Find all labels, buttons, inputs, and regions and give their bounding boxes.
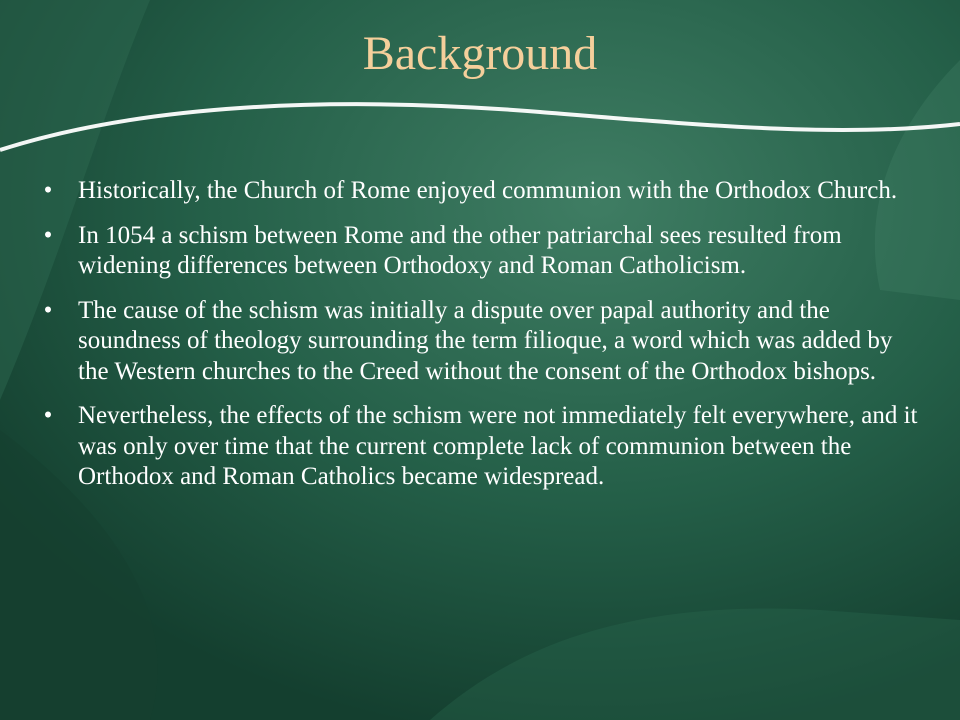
bullet-list (38, 176, 924, 507)
bullet-icon: • (43, 296, 53, 324)
bullet-icon: • (43, 402, 53, 429)
bullet-icon: • (43, 177, 53, 204)
bullet-item (38, 176, 924, 207)
bullet-item (38, 221, 924, 282)
bullet-text: Nevertheless, the effects of the schism were not immediately felt everywhere, and it was only over time that the current complete lack of communion between the Orthodox and Roman Catholics became widespread. (78, 402, 918, 490)
bullet-icon: • (43, 221, 53, 249)
bullet-text: The cause of the schism was initially a dispute over papal authority and the soundness of theology surrounding the term filioque, a word which was added by the Western churches to the Creed without the consent of the Orthodox bishops. (78, 296, 893, 385)
bullet-item (38, 296, 924, 388)
bullet-text: Historically, the Church of Rome enjoyed communion with the Orthodox Church. (78, 177, 898, 204)
bullet-item (38, 401, 924, 493)
slide-title: Background (362, 27, 598, 80)
bullet-text: In 1054 a schism between Rome and the other patriarchal sees resulted from widening differences between Orthodoxy and Roman Catholicism. (78, 221, 842, 279)
